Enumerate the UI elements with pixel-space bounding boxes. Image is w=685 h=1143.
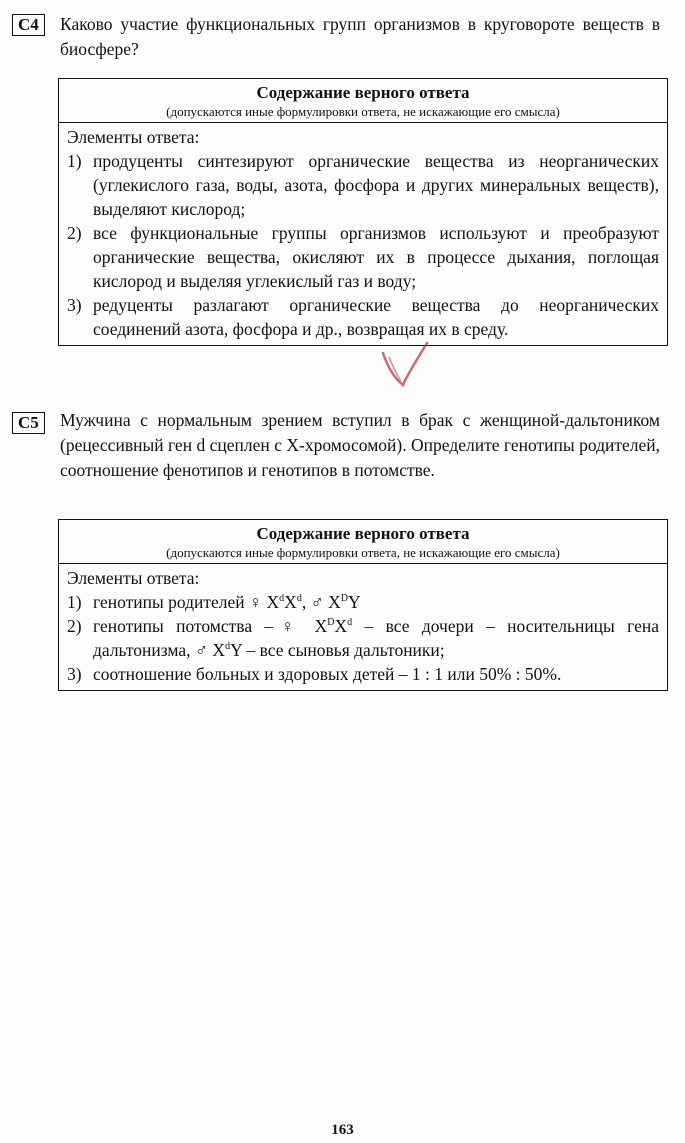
answer-item	[67, 149, 659, 221]
male-symbol: ♂	[310, 592, 329, 612]
female-symbol: ♀	[249, 592, 267, 612]
elements-label: Элементы ответа:	[67, 127, 200, 147]
male-symbol: ♂	[194, 640, 213, 660]
item-text: редуценты разлагают органические вещества до неорганических соединений азота, фосфора и др., возвращая их в среду.	[93, 295, 659, 339]
allele: d	[296, 593, 302, 605]
question-label-c5: С5	[12, 412, 45, 434]
item-number: 1)	[67, 592, 82, 612]
answer-box-c5	[58, 519, 668, 691]
item-number: 2)	[67, 616, 82, 636]
item-number: 1)	[67, 151, 82, 171]
allele: D	[327, 617, 335, 629]
allele: d	[225, 641, 231, 653]
answer-item	[67, 614, 659, 662]
answer-box-c4	[58, 78, 668, 346]
answer-box-header	[59, 520, 667, 564]
female-symbol: ♀	[273, 616, 315, 636]
allele: d	[279, 593, 285, 605]
chromosome: X	[212, 640, 226, 660]
elements-label: Элементы ответа:	[67, 568, 200, 588]
item-text-part: генотипы потомства –	[93, 616, 274, 636]
item-number: 2)	[67, 223, 82, 243]
item-text	[93, 590, 659, 614]
item-text: соотношение больных и здоровых детей – 1 : 1 или 50% : 50%.	[93, 664, 562, 684]
chromosome: X	[334, 616, 348, 636]
chromosome: X	[314, 616, 328, 636]
answer-note: (допускаются иные формулировки ответа, не искажающие его смысла)	[166, 545, 560, 560]
allele: D	[340, 593, 348, 605]
answer-item	[67, 221, 659, 293]
question-text-c5: Мужчина с нормальным зрением вступил в брак с женщиной-дальтоником (рецессивный ген d сцеплен с Х-хромосомой). Определите генотипы родителей, соотношение фенотипов и генотипов в потомстве.	[60, 410, 660, 480]
item-text: все функциональные группы организмов используют и преобразуют органические вещества, окисляют их в процессе дыхания, поглощая кислород и выделяя углекислый газ и воду;	[93, 223, 659, 291]
answer-title: Содержание верного ответа	[256, 524, 470, 543]
separator: ,	[301, 592, 311, 612]
handwritten-check-mark-icon	[375, 335, 435, 395]
chromosome: Y	[347, 592, 361, 612]
answer-box-header	[59, 79, 667, 123]
item-number: 3)	[67, 295, 82, 315]
answer-item	[67, 590, 659, 614]
question-text-c4: Каково участие функциональных групп организмов в круговороте веществ в биосфере?	[60, 14, 660, 59]
chromosome: X	[328, 592, 341, 612]
chromosome: X	[284, 592, 297, 612]
answer-note: (допускаются иные формулировки ответа, не искажающие его смысла)	[166, 104, 560, 119]
page-number: 163	[331, 1122, 354, 1138]
allele: d	[347, 617, 353, 629]
item-text-part: – все сыновья дальтоники;	[242, 640, 445, 660]
item-number: 3)	[67, 664, 82, 684]
answer-item	[67, 662, 659, 686]
answer-title: Содержание верного ответа	[256, 83, 470, 102]
item-text: продуценты синтезируют органические вещества из неорганических (углекислого газа, воды, азота, фосфора и других минеральных веществ), выделяют кислород;	[93, 151, 659, 219]
chromosome: X	[266, 592, 280, 612]
item-text-part: – все дочери – носительницы гена дальтонизма,	[93, 616, 660, 660]
question-label-c4: С4	[12, 14, 45, 36]
item-text-part: генотипы родителей	[93, 592, 250, 612]
answer-body	[59, 564, 667, 690]
item-text	[93, 614, 659, 662]
answer-body	[59, 123, 667, 345]
answer-item	[67, 293, 659, 341]
chromosome: Y	[230, 640, 243, 660]
